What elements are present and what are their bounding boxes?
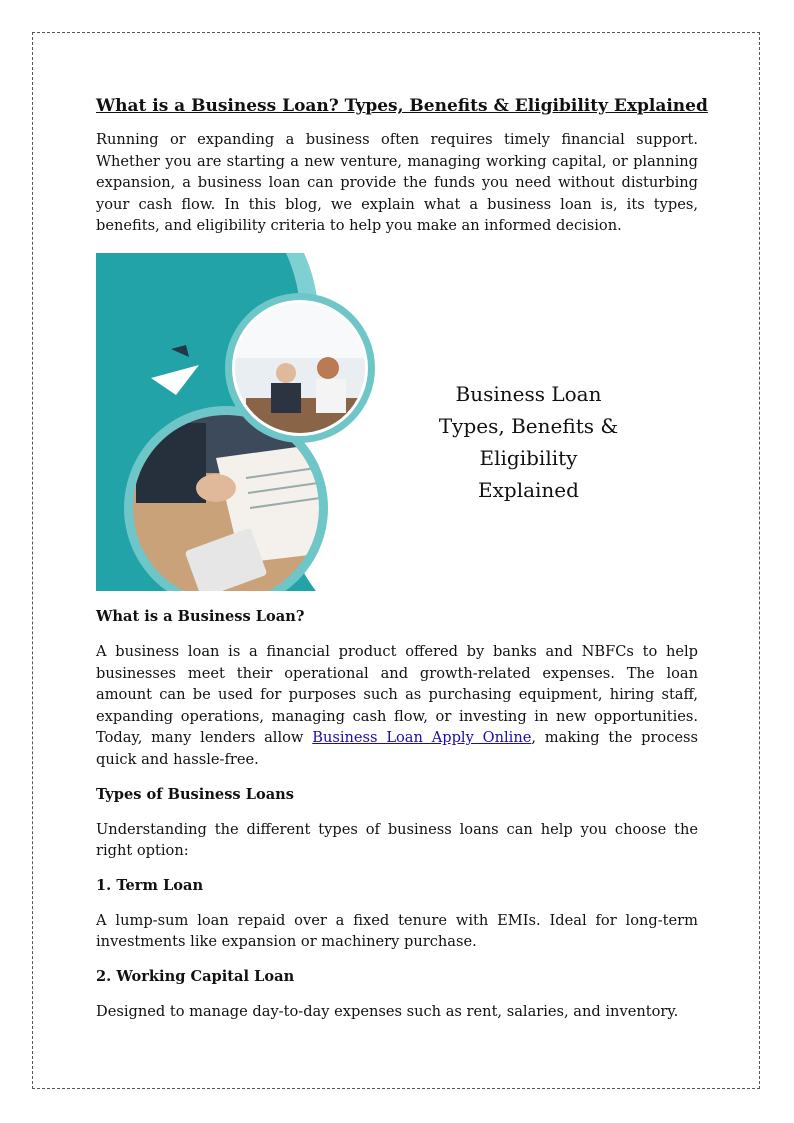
hero-banner	[96, 253, 698, 591]
what-text-after: , making the process quick and hassle-free.	[96, 729, 698, 768]
heading-what-is: What is a Business Loan?	[96, 607, 305, 625]
paragraph-term-loan: A lump-sum loan repaid over a fixed tenure with EMIs. Ideal for long-term investments like expansion or machinery purchase.	[96, 911, 698, 951]
what-text-before: A business loan is a financial product offered by banks and NBFCs to help businesses meet their operational and growth-related expenses. The loan amount can be used for purposes such as purchasing equipment, hiring staff, expanding operations, managing cash flow, or investing in new opportunities. Today, many lenders allow	[96, 642, 698, 747]
business-loan-apply-online-link[interactable]: Business Loan Apply Online	[312, 729, 532, 747]
hero-line-1: Business Loan	[455, 381, 602, 406]
paragraph-types: Understanding the different types of business loans can help you choose the right option:	[96, 820, 698, 860]
heading-working-capital: 2. Working Capital Loan	[96, 967, 295, 985]
heading-term-loan: 1. Term Loan	[96, 876, 204, 894]
paragraph-what-is	[96, 641, 698, 771]
hero-caption	[396, 378, 661, 506]
paragraph-working-capital: Designed to manage day-to-day expenses such as rent, salaries, and inventory.	[96, 1002, 679, 1020]
document-title: What is a Business Loan? Types, Benefits & Eligibility Explained	[96, 96, 708, 116]
document-body	[96, 96, 708, 1037]
heading-types: Types of Business Loans	[96, 785, 295, 803]
intro-paragraph: Running or expanding a business often requires timely financial support. Whether you are starting a new venture, managing working capital, or planning expansion, a business loan can provide the funds you need without disturbing your cash flow. In this blog, we explain what a business loan is, its types, benefits, and eligibility criteria to help you make an informed decision.	[96, 131, 698, 235]
hero-line-3: Explained	[478, 477, 579, 502]
hero-line-2: Types, Benefits & Eligibility	[438, 413, 619, 470]
